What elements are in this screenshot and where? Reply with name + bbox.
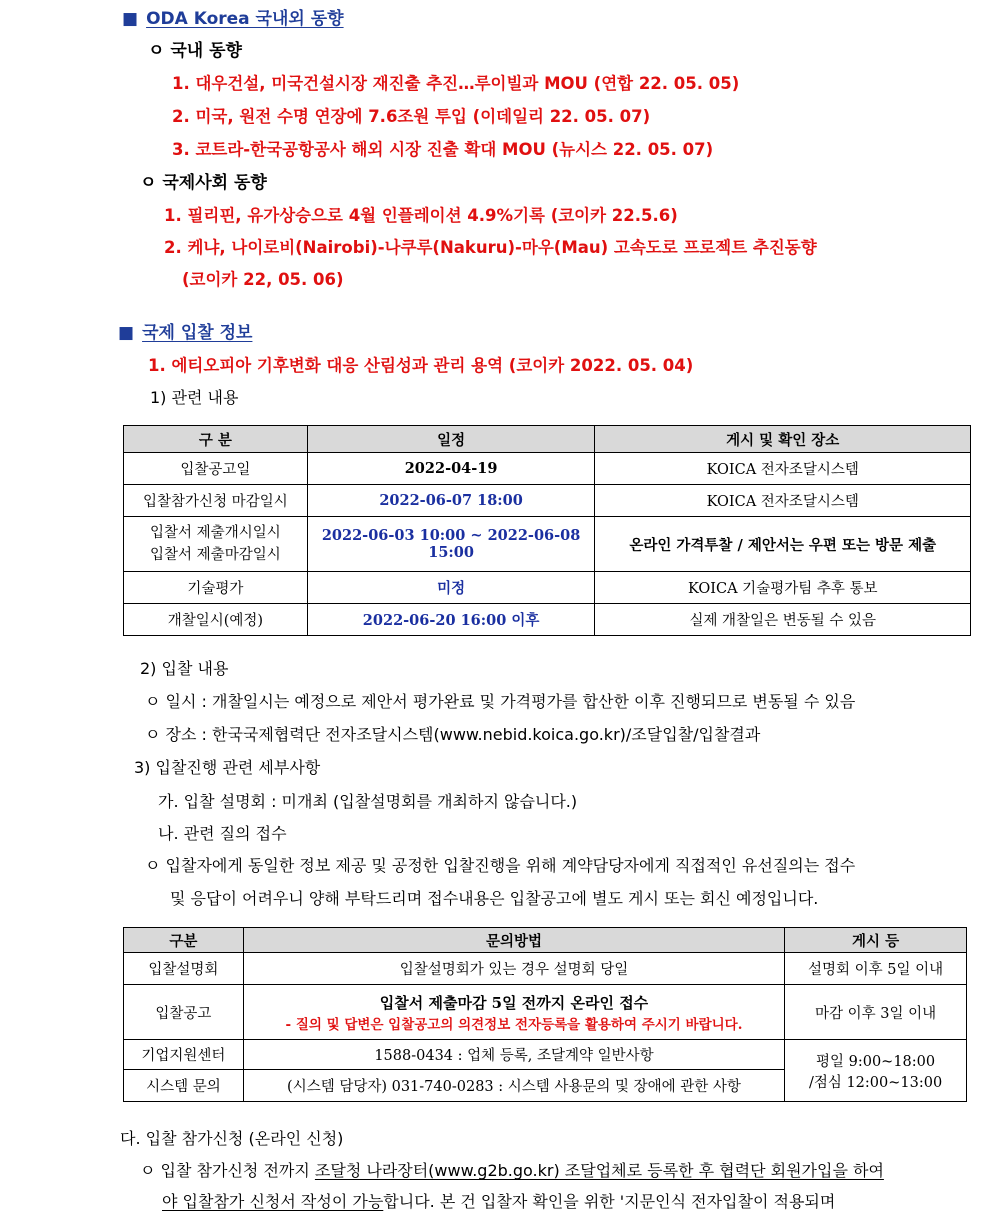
section-title-bid-info: ■ 국제 입찰 정보 bbox=[118, 323, 253, 343]
table-cell: 2022-06-07 18:00 bbox=[307, 485, 595, 517]
bid-item-title: 1. 에티오피아 기후변화 대응 산림성과 관리 용역 (코이카 2022. 05. 04) bbox=[148, 356, 694, 375]
international-news-item-cont: (코이카 22, 05. 06) bbox=[182, 270, 344, 289]
table-cell: 입찰설명회 bbox=[124, 953, 244, 985]
table-cell: KOICA 전자조달시스템 bbox=[595, 485, 971, 517]
table-cell: 입찰참가신청 마감일시 bbox=[124, 485, 308, 517]
table-cell bbox=[785, 1040, 967, 1102]
table-cell: 기술평가 bbox=[124, 572, 308, 604]
table-cell: 입찰서 제출개시일시 입찰서 제출마감일시 bbox=[124, 517, 308, 572]
table-row bbox=[124, 1040, 967, 1070]
international-heading: ㅇ 국제사회 동향 bbox=[140, 173, 267, 193]
table-cell: 기업지원센터 bbox=[124, 1040, 244, 1070]
circle-bullet-icon: ㅇ bbox=[140, 173, 157, 193]
table-cell: KOICA 전자조달시스템 bbox=[595, 453, 971, 485]
subheading-participation: 다. 입찰 참가신청 (온라인 신청) bbox=[120, 1129, 344, 1148]
table-cell: 온라인 가격투찰 / 제안서는 우편 또는 방문 제출 bbox=[595, 517, 971, 572]
table-cell: 입찰설명회가 있는 경우 설명회 당일 bbox=[243, 953, 784, 985]
schedule-table bbox=[123, 425, 971, 636]
section-title-oda-korea: ■ ODA Korea 국내외 동향 bbox=[122, 9, 344, 29]
hours-line: /점심 12:00~13:00 bbox=[808, 1074, 943, 1091]
inquiry-note: - 질의 및 답변은 입찰공고의 의견정보 전자등록을 활용하여 주시기 바랍니다. bbox=[285, 1016, 743, 1033]
table-cell bbox=[243, 985, 784, 1040]
table-header: 일정 bbox=[307, 426, 595, 453]
participation-line: ㅇ 입찰 참가신청 전까지 조달청 나라장터(www.g2b.go.kr) 조달업체로 등록한 후 협력단 회원가입을 하여 bbox=[140, 1161, 884, 1180]
domestic-news-item: 1. 대우건설, 미국건설시장 재진출 추진…루이빌과 MOU (연합 22. 05. 05) bbox=[172, 74, 740, 93]
table-cell: KOICA 기술평가팀 추후 통보 bbox=[595, 572, 971, 604]
detail-b: 나. 관련 질의 접수 bbox=[158, 824, 287, 843]
table-row bbox=[124, 953, 967, 985]
domestic-news-item: 2. 미국, 원전 수명 연장에 7.6조원 투입 (이데일리 22. 05. 07) bbox=[172, 107, 651, 126]
table-cell: (시스템 담당자) 031-740-0283 : 시스템 사용문의 및 장애에 관한 사항 bbox=[243, 1070, 784, 1102]
detail-b-note: ㅇ 입찰자에게 동일한 정보 제공 및 공정한 입찰진행을 위해 계약담당자에게 직접적인 유선질의는 접수 bbox=[145, 856, 856, 875]
subheading-related: 1) 관련 내용 bbox=[150, 388, 239, 407]
international-news-item: 1. 필리핀, 유가상승으로 4월 인플레이션 4.9%기록 (코이카 22.5.6) bbox=[164, 206, 678, 225]
table-cell: 설명회 이후 5일 이내 bbox=[785, 953, 967, 985]
table-cell: 입찰공고일 bbox=[124, 453, 308, 485]
table-row bbox=[124, 572, 971, 604]
detail-b-note-cont: 및 응답이 어려우니 양해 부탁드리며 접수내용은 입찰공고에 별도 게시 또는 회신 예정입니다. bbox=[170, 889, 819, 908]
table-cell: 실제 개찰일은 변동될 수 있음 bbox=[595, 604, 971, 636]
subheading-bid-content: 2) 입찰 내용 bbox=[140, 659, 229, 678]
square-bullet-icon: ■ bbox=[118, 323, 135, 343]
table-header: 게시 및 확인 장소 bbox=[595, 426, 971, 453]
subheading-details: 3) 입찰진행 관련 세부사항 bbox=[134, 758, 321, 777]
table-cell: 시스템 문의 bbox=[124, 1070, 244, 1102]
table-row bbox=[124, 485, 971, 517]
table-cell: 입찰공고 bbox=[124, 985, 244, 1040]
international-news-item: 2. 케냐, 나이로비(Nairobi)-나쿠루(Nakuru)-마우(Mau) 고속도로 프로젝트 추진동향 bbox=[164, 238, 817, 257]
circle-bullet-icon: ㅇ bbox=[148, 41, 165, 61]
table-cell: 미정 bbox=[307, 572, 595, 604]
detail-a: 가. 입찰 설명회 : 미개최 (입찰설명회를 개최하지 않습니다.) bbox=[158, 792, 578, 811]
participation-line-cont: 야 입찰참가 신청서 작성이 가능합니다. 본 건 입찰자 확인을 위한 '지문인식 전자입찰이 적용되며 bbox=[162, 1192, 836, 1211]
table-header: 게시 등 bbox=[785, 928, 967, 953]
bid-content-item: ㅇ 장소 : 한국국제협력단 전자조달시스템(www.nebid.koica.go.kr)/조달입찰/입찰결과 bbox=[145, 725, 761, 744]
table-cell: 2022-06-03 10:00 ~ 2022-06-08 15:00 bbox=[307, 517, 595, 572]
table-row bbox=[124, 604, 971, 636]
domestic-news-item: 3. 코트라-한국공항공사 해외 시장 진출 확대 MOU (뉴시스 22. 05. 07) bbox=[172, 140, 714, 159]
table-header: 구분 bbox=[124, 928, 244, 953]
table-cell: 1588-0434 : 업체 등록, 조달계약 일반사항 bbox=[243, 1040, 784, 1070]
inquiry-table bbox=[123, 927, 967, 1102]
table-cell: 2022-06-20 16:00 이후 bbox=[307, 604, 595, 636]
table-cell: 마감 이후 3일 이내 bbox=[785, 985, 967, 1040]
table-header: 문의방법 bbox=[243, 928, 784, 953]
bid-content-item: ㅇ 일시 : 개찰일시는 예정으로 제안서 평가완료 및 가격평가를 합산한 이후 진행되므로 변동될 수 있음 bbox=[145, 692, 856, 711]
table-cell: 2022-04-19 bbox=[307, 453, 595, 485]
square-bullet-icon: ■ bbox=[122, 9, 139, 29]
table-header: 구 분 bbox=[124, 426, 308, 453]
table-row bbox=[124, 517, 971, 572]
domestic-heading: ㅇ 국내 동향 bbox=[148, 41, 242, 61]
online-submission-text: 입찰서 제출마감 5일 전까지 온라인 접수 bbox=[379, 993, 649, 1012]
hours-line: 평일 9:00~18:00 bbox=[815, 1053, 936, 1070]
table-row bbox=[124, 453, 971, 485]
table-cell: 개찰일시(예정) bbox=[124, 604, 308, 636]
table-row bbox=[124, 985, 967, 1040]
